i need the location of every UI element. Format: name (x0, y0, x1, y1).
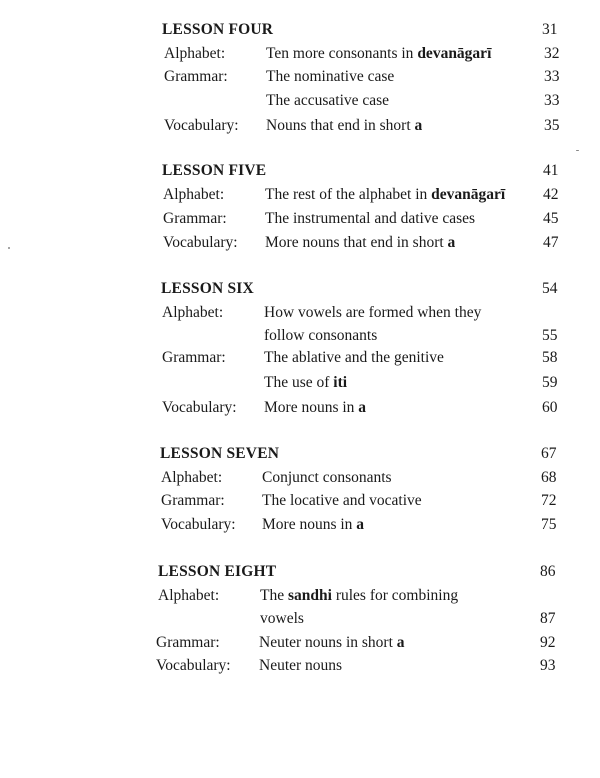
row-description: The rest of the alphabet in devanāgarī (265, 186, 506, 203)
row-description: Neuter nouns (259, 657, 343, 674)
lesson-page-number: 41 (543, 162, 559, 179)
row-description: Neuter nouns in short a (259, 634, 405, 651)
lesson-heading: LESSON EIGHT (158, 563, 277, 580)
row-label: Vocabulary: (162, 399, 237, 416)
row-description: Conjunct consonants (262, 469, 392, 486)
row-label: Vocabulary: (156, 657, 231, 674)
lesson-heading: LESSON SIX (161, 280, 254, 297)
row-page-number: 93 (540, 657, 556, 674)
row-page-number: 58 (542, 349, 558, 366)
row-description: follow consonants (264, 327, 378, 344)
row-label: Grammar: (162, 349, 226, 366)
row-label: Alphabet: (163, 186, 225, 203)
row-description: The ablative and the genitive (264, 349, 444, 366)
row-page-number: 68 (541, 469, 557, 486)
lesson-page-number: 31 (542, 21, 558, 38)
row-description: Ten more consonants in devanāgarī (266, 45, 492, 62)
row-description: The instrumental and dative cases (265, 210, 476, 227)
row-page-number: 32 (544, 45, 560, 62)
row-page-number: 87 (540, 610, 556, 627)
row-label: Vocabulary: (161, 516, 236, 533)
row-label: Vocabulary: (164, 117, 239, 134)
row-description: Nouns that end in short a (266, 117, 423, 134)
lesson-heading: LESSON FOUR (162, 21, 274, 38)
lesson-heading: LESSON FIVE (162, 162, 267, 179)
row-page-number: 92 (540, 634, 556, 651)
row-label: Alphabet: (158, 587, 220, 604)
row-description: More nouns that end in short a (265, 234, 456, 251)
row-description: More nouns in a (264, 399, 367, 416)
row-label: Alphabet: (162, 304, 224, 321)
row-page-number: 55 (542, 327, 558, 344)
scan-speck (8, 247, 10, 249)
row-description: The use of iti (264, 374, 348, 391)
row-label: Grammar: (163, 210, 227, 227)
row-label: Grammar: (161, 492, 225, 509)
row-label: Grammar: (156, 634, 220, 651)
row-label: Alphabet: (161, 469, 223, 486)
row-page-number: 59 (542, 374, 558, 391)
lesson-page-number: 86 (540, 563, 556, 580)
lesson-page-number: 67 (541, 445, 557, 462)
lesson-heading: LESSON SEVEN (160, 445, 280, 462)
row-description: The locative and vocative (262, 492, 422, 509)
row-label: Vocabulary: (163, 234, 238, 251)
row-page-number: 75 (541, 516, 557, 533)
row-description: The accusative case (266, 92, 390, 109)
row-description: The sandhi rules for combining (260, 587, 459, 604)
row-label: Grammar: (164, 68, 228, 85)
row-page-number: 45 (543, 210, 559, 227)
row-label: Alphabet: (164, 45, 226, 62)
row-description: The nominative case (266, 68, 395, 85)
row-page-number: 60 (542, 399, 558, 416)
row-page-number: 72 (541, 492, 557, 509)
scan-speck (576, 150, 579, 151)
row-description: How vowels are formed when they (264, 304, 482, 321)
row-page-number: 47 (543, 234, 559, 251)
row-page-number: 33 (544, 92, 560, 109)
lesson-page-number: 54 (542, 280, 558, 297)
row-page-number: 33 (544, 68, 560, 85)
row-page-number: 42 (543, 186, 559, 203)
row-description: More nouns in a (262, 516, 365, 533)
row-page-number: 35 (544, 117, 560, 134)
row-description: vowels (260, 610, 304, 627)
